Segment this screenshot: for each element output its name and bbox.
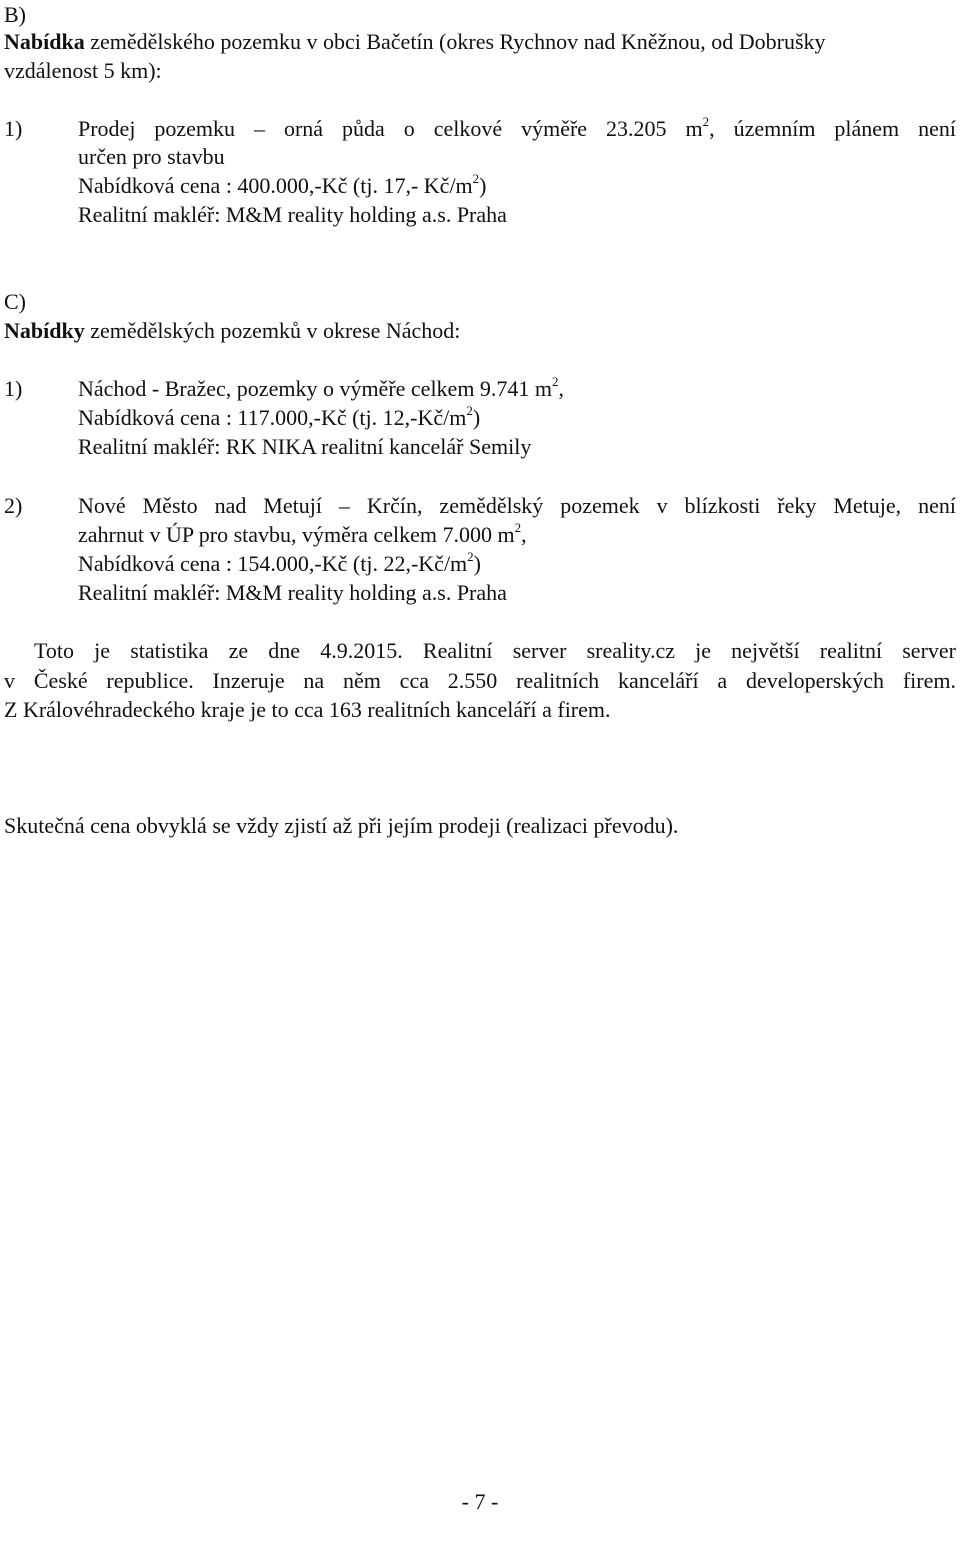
superscript-2: 2 [472, 170, 480, 186]
section-c-item1-price-text: Nabídková cena : 117.000,-Kč (tj. 12,-Kč/m [78, 405, 467, 430]
section-b-item1-price-text: Nabídková cena : 400.000,-Kč (tj. 17,- Kč/m [78, 173, 473, 198]
section-c-item2-price-text: Nabídková cena : 154.000,-Kč (tj. 22,-Kč/m [78, 551, 468, 576]
superscript-2: 2 [552, 373, 559, 389]
section-b-heading-bold: Nabídka [4, 29, 85, 54]
section-c-item1-price [78, 403, 480, 432]
section-c-item2-price-end: ) [473, 551, 481, 576]
section-c-item1-price-end: ) [472, 405, 481, 430]
section-b-item1-price [78, 171, 487, 200]
section-b-item1-agent: Realitní makléř: M&M reality holding a.s. Praha [78, 202, 507, 227]
section-b-item1-number: 1) [4, 116, 23, 141]
section-b-item1-price-end: ) [479, 173, 487, 198]
superscript-2: 2 [467, 548, 474, 564]
section-c-item2-number: 2) [4, 493, 23, 518]
section-c-item1-number: 1) [4, 376, 23, 401]
page-number: - 7 - [461, 1489, 499, 1514]
section-c-letter: C) [4, 289, 26, 314]
superscript-2: 2 [702, 113, 710, 129]
statistics-line3: Z Královéhradeckého kraje je to cca 163 realitních kanceláří a firem. [4, 697, 611, 722]
section-c-heading-rest: zemědělských pozemků v okrese Náchod: [84, 318, 461, 343]
section-c-heading [4, 316, 460, 345]
section-c-item2-line2-text: zahrnut v ÚP pro stavbu, výměra celkem 7.000 m [78, 522, 515, 547]
section-c-item2-agent: Realitní makléř: M&M reality holding a.s. Praha [78, 580, 507, 605]
section-c-item1-line1-text: Náchod - Bražec, pozemky o výměře celkem 9.741 m [78, 376, 553, 401]
section-c-item1-line1-end: , [558, 376, 565, 401]
superscript-2: 2 [514, 519, 522, 535]
section-b-item1-line2: určen pro stavbu [78, 144, 225, 169]
section-c-item2-price [78, 549, 481, 578]
section-c-item2-line2 [78, 520, 527, 549]
section-c-item2-line1: Nové Město nad Metují – Krčín, zemědělský pozemek v blízkosti řeky Metuje, není [78, 493, 956, 518]
statistics-line1: Toto je statistika ze dne 4.9.2015. Realitní server sreality.cz je největší realitní server [34, 638, 956, 663]
section-c-heading-bold: Nabídky [4, 318, 85, 343]
section-b-heading [4, 27, 826, 56]
statistics-line2: v České republice. Inzeruje na něm cca 2.550 realitních kanceláří a developerských firem. [4, 668, 956, 693]
section-b-heading-rest-1: zemědělského pozemku v obci Bačetín (okres Rychnov nad Kněžnou, od Dobrušky [84, 29, 826, 54]
section-c-item1-line1 [78, 374, 564, 403]
section-c-item1-agent: Realitní makléř: RK NIKA realitní kancelář Semily [78, 434, 532, 459]
section-b-item1-line1-end: , územním plánem není [709, 116, 957, 141]
superscript-2: 2 [466, 402, 473, 418]
section-b-item1-line1 [78, 114, 956, 143]
section-b-item1-line1-text: Prodej pozemku – orná půda o celkové výměře 23.205 m [78, 116, 703, 141]
section-b-heading-cont: vzdálenost 5 km): [4, 58, 162, 83]
section-b-letter: B) [4, 2, 26, 27]
price-note: Skutečná cena obvyklá se vždy zjistí až při jejím prodeji (realizaci převodu). [4, 813, 679, 838]
section-c-item2-line2-end: , [521, 522, 527, 547]
